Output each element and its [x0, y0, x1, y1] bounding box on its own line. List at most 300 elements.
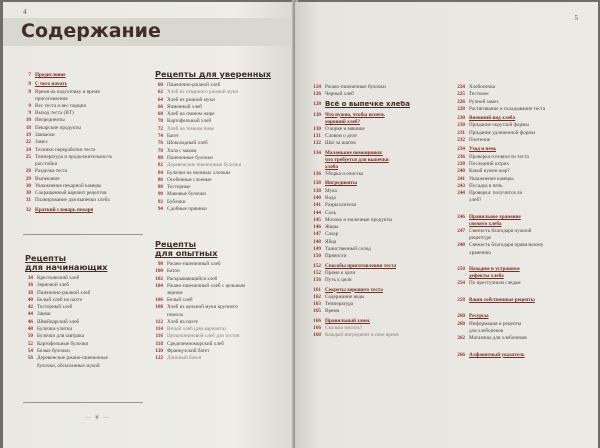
- toc-entry: [155, 82, 289, 89]
- toc-page-number: 250: [457, 265, 465, 272]
- toc-page-number: 84: [157, 169, 163, 176]
- toc-entry-title: Бублики: [167, 198, 186, 205]
- toc-page-number: 228: [457, 105, 465, 112]
- toc-entry-title: Разделка теста: [35, 168, 68, 175]
- toc-page-number: 147: [313, 231, 321, 238]
- toc-entry: [313, 332, 453, 339]
- toc-page-number: 145: [313, 216, 321, 223]
- toc-entry: [23, 183, 151, 190]
- toc-page-number: 224: [457, 84, 465, 90]
- toc-page-number: 44: [27, 311, 33, 318]
- toc-entry: [457, 146, 593, 153]
- toc-entry-title: Увлажнение пекарной камеры: [35, 182, 102, 189]
- toc-page-number: [457, 257, 469, 264]
- toc-entry: [23, 147, 151, 154]
- toc-page-number: 90: [157, 191, 163, 198]
- toc-entry: [155, 155, 289, 162]
- toc-entry-title: Придание округлой формы: [469, 122, 529, 129]
- toc-entry-title: Яйца: [325, 238, 337, 245]
- section-heading-experienced-1: Рецепты: [155, 239, 196, 249]
- toc-page-number: 152: [313, 269, 321, 276]
- toc-entry: [25, 311, 151, 318]
- toc-entry-title: приготовления: [35, 95, 68, 102]
- toc-entry-title: Тестомес: [469, 91, 490, 98]
- toc-page-number: 28: [25, 168, 31, 175]
- toc-page-number: 54: [27, 347, 33, 354]
- toc-entry-title: свежего хлеба: [469, 221, 502, 228]
- toc-entry-title: Ржано-пшеничный хлеб с цельным: [167, 282, 246, 289]
- toc-entry: [313, 133, 453, 140]
- toc-page-number: 262: [457, 335, 465, 342]
- toc-entry-title: булочки, обсыпанные мукой: [37, 362, 100, 369]
- toc-entry-title: Последний штрих: [469, 160, 510, 167]
- toc-entry-title: Картофельный хлеб: [167, 118, 212, 125]
- toc-entry-title: Уход и печь: [469, 146, 497, 153]
- toc-entry: [313, 195, 453, 202]
- toc-entry-title: Каждый ингредиент в свое время: [325, 332, 399, 339]
- toc-entry: [25, 319, 151, 326]
- toc-entry-title: Молоко и молочные продукты: [325, 216, 392, 223]
- toc-page-number: 266: [457, 351, 465, 358]
- toc-page-number: 230: [457, 122, 465, 129]
- toc-entry-title: рецептуре: [469, 235, 492, 242]
- toc-entry: [25, 363, 151, 370]
- toc-page-number: 52: [27, 340, 33, 347]
- toc-entry-title: Маленькие помощники:: [325, 149, 383, 156]
- page-title: Содержание: [21, 20, 161, 42]
- toc-entry: [155, 97, 289, 104]
- section-heading-confident: Рецепты для уверенных: [155, 69, 272, 79]
- toc-page-number: 258: [457, 296, 465, 303]
- toc-entry: [457, 342, 593, 349]
- toc-entry-title: Заквас: [37, 311, 52, 318]
- toc-page-number: 82: [157, 162, 163, 169]
- toc-entry-title: Прямо к цели: [325, 269, 356, 276]
- toc-page-number: 70: [157, 118, 163, 125]
- toc-page-number: 130: [313, 125, 321, 132]
- toc-entry: [457, 242, 593, 249]
- toc-entry: [457, 297, 593, 304]
- toc-entry-title: Ручной замес: [469, 98, 499, 105]
- toc-page-number: 226: [457, 98, 465, 105]
- toc-page-number: 232: [457, 137, 465, 144]
- toc-entry: [155, 89, 289, 96]
- toc-entry: [313, 239, 453, 246]
- toc-page-number: 60: [157, 82, 163, 88]
- toc-page-number: [313, 119, 325, 126]
- toc-page-number: 42: [27, 304, 33, 311]
- toc-entry-title: Посадка в печь: [469, 182, 503, 189]
- toc-page-number: 22: [25, 139, 31, 146]
- toc-entry-title: Техники переработки теста: [35, 146, 96, 153]
- toc-page-number: 234: [457, 146, 465, 153]
- toc-page-number: [313, 164, 325, 171]
- toc-page-number: 238: [457, 160, 465, 167]
- toc-column-basics: [23, 70, 151, 214]
- toc-entry: [23, 117, 151, 124]
- toc-entry-title: расстойки: [35, 161, 58, 168]
- toc-entry: [23, 190, 151, 197]
- toc-page-number: [457, 304, 469, 311]
- toc-entry-title: Зерновой хлеб: [37, 282, 70, 289]
- toc-entry: [457, 84, 593, 91]
- toc-entry-title: Свежесть благодаря нужной: [469, 228, 532, 235]
- toc-entry: [23, 96, 151, 103]
- toc-entry: [313, 318, 453, 325]
- toc-entry: [313, 84, 453, 91]
- toc-entry-title: Путь к цели: [325, 277, 352, 284]
- toc-entry: [457, 304, 593, 311]
- toc-entry: [457, 91, 593, 98]
- section-heading-beginners-1: Рецепты: [25, 253, 66, 263]
- toc-page-number: 131: [313, 133, 321, 140]
- toc-page-number: 148: [313, 238, 321, 245]
- toc-page-number: 74: [157, 133, 163, 140]
- toc-entry-title: Способы приготовления теста: [325, 262, 397, 269]
- toc-entry-title: Ваши собственные рецепты: [469, 296, 535, 303]
- toc-entry: [457, 161, 593, 168]
- toc-page-number: 244: [457, 190, 465, 197]
- toc-page-number: [457, 221, 469, 228]
- toc-page-number: 114: [155, 326, 163, 333]
- toc-entry-title: Пшенично-ржаной хлеб: [167, 82, 221, 88]
- toc-entry: [313, 202, 453, 209]
- toc-entry: [25, 282, 151, 289]
- toc-page-number: 100: [155, 268, 163, 275]
- toc-entry: [23, 207, 151, 214]
- toc-entry-title: Крестьянский хлеб: [37, 275, 80, 281]
- toc-entry: [457, 130, 593, 137]
- toc-page-number: 144: [313, 209, 321, 216]
- toc-page-number: 260: [457, 320, 465, 327]
- toc-entry-title: хранению: [469, 249, 491, 256]
- toc-entry-title: что требуется для выпечки: [325, 157, 389, 164]
- toc-page-number: 30: [25, 182, 31, 189]
- toc-entry: [457, 221, 593, 228]
- toc-page-number: 112: [155, 318, 163, 325]
- toc-page-number: 32: [25, 206, 31, 213]
- toc-entry: [457, 266, 593, 273]
- toc-entry-title: Шаг за шагом: [325, 140, 356, 147]
- left-page: [3, 2, 295, 448]
- toc-entry-title: Белые булочки: [37, 347, 70, 354]
- toc-entry: [313, 294, 453, 301]
- toc-entry: [155, 191, 289, 198]
- toc-page-number: 254: [457, 280, 465, 287]
- toc-entry: [25, 290, 151, 297]
- toc-page-number: 108: [155, 304, 163, 311]
- toc-page-number: 138: [313, 180, 321, 187]
- toc-page-number: 29: [25, 175, 31, 182]
- toc-page-number: [457, 342, 469, 349]
- toc-page-number: 140: [313, 194, 321, 201]
- toc-page-number: 38: [27, 289, 33, 296]
- right-page: [295, 2, 598, 448]
- toc-page-number: [23, 96, 35, 103]
- toc-entry-title: Деревенские ржано-пшеничные: [37, 355, 108, 362]
- toc-entry-title: Маковые булочки: [167, 191, 207, 198]
- toc-entry: [25, 275, 151, 282]
- toc-page-number: [313, 157, 325, 164]
- toc-page-number: 46: [27, 318, 33, 325]
- toc-entry-title: Ржано-пшеничные булочки: [325, 84, 386, 90]
- toc-page-number: 156: [313, 277, 321, 284]
- toc-page-number: 50: [27, 333, 33, 340]
- toc-entry: [155, 304, 289, 311]
- toc-page-number: 62: [157, 89, 163, 96]
- toc-entry: [155, 118, 289, 125]
- toc-page-number: 10: [25, 117, 31, 124]
- toc-page-number: 166: [313, 317, 321, 324]
- toc-page-number: 72: [157, 125, 163, 132]
- toc-entry-title: Сколько месить?: [325, 325, 363, 332]
- toc-entry-title: Раскрывающийся хлеб: [167, 275, 218, 282]
- toc-entry: [313, 150, 453, 157]
- toc-page-number: 80: [157, 154, 163, 161]
- toc-entry: [23, 125, 151, 132]
- toc-entry: [23, 161, 151, 168]
- toc-page-number: 94: [157, 206, 163, 213]
- toc-entry: [155, 297, 289, 304]
- toc-entry-title: Сахар: [325, 231, 339, 238]
- toc-entry-title: Секреты хорошего теста: [325, 286, 383, 293]
- toc-page-number: 68: [157, 111, 163, 118]
- toc-entry: [313, 287, 453, 294]
- toc-entry: [155, 348, 289, 355]
- toc-page-number: 243: [457, 182, 465, 189]
- toc-page-number: [457, 204, 469, 211]
- toc-entry: [155, 162, 289, 169]
- toc-entry: [155, 319, 289, 326]
- toc-entry: [155, 326, 289, 333]
- toc-entry: [155, 148, 289, 155]
- toc-entry: [457, 257, 593, 264]
- toc-entry-title: дефекты хлеба: [469, 273, 504, 280]
- toc-entry-title: Увлажнение камеры: [469, 175, 514, 182]
- toc-entry-title: Булочки-улитки: [37, 326, 73, 333]
- toc-page-number: 246: [457, 213, 465, 220]
- toc-entry: [155, 184, 289, 191]
- toc-entry-title: Ветый хлеб (два варианта): [167, 326, 226, 333]
- toc-entry-title: Правильный замес: [325, 317, 371, 324]
- toc-entry: [313, 119, 453, 126]
- toc-entry-title: Хлеб из цельной муки крупного: [167, 304, 239, 311]
- toc-page-number: 166: [313, 325, 321, 332]
- toc-entry-title: Проверка готовности теста: [469, 153, 529, 160]
- toc-entry-title: Ячменный хлеб: [167, 103, 202, 110]
- toc-entry-title: Предисловие: [35, 72, 66, 78]
- toc-page-number: 78: [157, 147, 163, 154]
- toc-page-number: 116: [155, 333, 163, 340]
- toc-entry-title: Хлеб из отварного ржаной муки: [167, 89, 239, 96]
- toc-entry-title: помола: [167, 311, 183, 318]
- toc-entry: [25, 326, 151, 333]
- toc-page-number: 48: [27, 326, 33, 333]
- toc-page-number: 18: [25, 124, 31, 131]
- toc-entry-title: Мука: [325, 187, 337, 194]
- toc-column-all-about-baking: [313, 84, 453, 340]
- toc-entry-title: Ингредиенты: [35, 117, 65, 124]
- toc-entry: [25, 355, 151, 362]
- toc-entry-title: Закваски: [35, 132, 55, 139]
- toc-entry-title: Шоколадный хлеб: [167, 140, 208, 147]
- toc-entry: [313, 188, 453, 195]
- toc-entry-title: Хлеб на пахте: [167, 318, 199, 325]
- toc-page-number: 149: [313, 246, 321, 253]
- toc-entry: [23, 176, 151, 183]
- toc-entry: [313, 164, 453, 171]
- toc-page-number: 128: [313, 100, 321, 107]
- toc-entry: [457, 313, 593, 320]
- toc-entry: [155, 283, 289, 290]
- toc-entry-title: Хлеб на темном пиве: [167, 125, 214, 132]
- toc-page-number: 225: [457, 91, 465, 98]
- toc-entry: [457, 335, 593, 342]
- toc-entry: [313, 224, 453, 231]
- toc-entry-title: Температура: [325, 301, 354, 308]
- toc-entry: [23, 168, 151, 175]
- toc-entry-title: Цельнозерновой хлеб для тостов: [167, 333, 240, 340]
- toc-page-number: 34: [27, 275, 33, 281]
- toc-entry: [155, 140, 289, 147]
- toc-entry: [313, 308, 453, 315]
- toc-entry-title: хлеб?: [469, 197, 482, 204]
- toc-page-number: 8: [28, 88, 31, 95]
- section-confident: [155, 70, 289, 213]
- toc-entry-title: Пшеничные булочки: [167, 154, 213, 161]
- toc-entry-title: Краткий словарь пекаря: [35, 206, 94, 213]
- toc-entry-title: Деревенские пшеничные булочки: [167, 162, 242, 169]
- toc-entry-title: Сдобные пряники: [167, 206, 207, 213]
- toc-page-number: 260: [457, 313, 465, 320]
- toc-entry: [155, 341, 289, 348]
- toc-entry: [457, 190, 593, 197]
- toc-page-number: 25: [25, 153, 31, 160]
- toc-entry: [313, 231, 453, 238]
- toc-entry: [25, 297, 151, 304]
- toc-entry-title: Хала с маком: [167, 147, 197, 154]
- toc-entry-title: Время: [325, 308, 340, 315]
- toc-entry: [155, 104, 289, 111]
- toc-entry: [155, 268, 289, 275]
- toc-page-number: 30: [25, 190, 31, 197]
- toc-entry: [23, 132, 151, 139]
- toc-entry-title: Какой нужен жар?: [469, 168, 510, 175]
- toc-entry: [23, 103, 151, 110]
- toc-page-number: 230: [457, 115, 465, 122]
- toc-page-number: 132: [313, 140, 321, 147]
- toc-page-number: 118: [155, 340, 163, 347]
- toc-entry: [457, 137, 593, 144]
- toc-entry-title: Тостерные: [167, 184, 191, 191]
- toc-entry-title: Планирование для выпечки хлеба: [35, 197, 110, 204]
- toc-page-number: 9: [28, 102, 31, 109]
- toc-page-number: 136: [313, 171, 321, 178]
- toc-entry-title: Вода: [325, 194, 336, 201]
- toc-entry: [457, 122, 593, 129]
- toc-entry: [313, 180, 453, 187]
- toc-entry-title: Находим и устраняем: [469, 265, 520, 272]
- toc-page-number: [457, 197, 469, 204]
- toc-entry-title: Выпекание: [35, 175, 60, 182]
- toc-entry: [155, 333, 289, 340]
- divider: [23, 234, 143, 235]
- toc-entry-title: По преступным следам: [469, 280, 521, 287]
- toc-entry-title: хороший хлеб?: [325, 118, 361, 125]
- toc-entry-title: Выход теста (ВТ): [35, 110, 74, 117]
- toc-page-number: 120: [155, 347, 163, 354]
- toc-entry: [23, 197, 151, 204]
- toc-entry: [25, 304, 151, 311]
- toc-entry-title: Магазины для хлебопеков: [469, 335, 527, 342]
- toc-page-number: 31: [25, 197, 31, 204]
- toc-entry: [457, 214, 593, 221]
- toc-entry-title: Тостерный хлеб: [37, 304, 73, 311]
- toc-entry: [155, 170, 289, 177]
- toc-page-number: 130: [313, 111, 321, 118]
- toc-entry-title: Сокращенный вариант рецептов: [35, 190, 107, 197]
- toc-entry: [457, 328, 593, 335]
- toc-page-number: [457, 235, 469, 242]
- toc-entry: [313, 263, 453, 270]
- toc-entry-title: Ресурсы: [469, 313, 489, 320]
- toc-entry: [313, 112, 453, 119]
- toc-entry-title: Швейцарский хлеб: [37, 318, 80, 325]
- toc-page-number: 106: [155, 297, 163, 304]
- toc-page-number: 66: [157, 103, 163, 110]
- toc-entry-title: Картофельные булочки: [37, 340, 89, 347]
- toc-entry: [457, 183, 593, 190]
- toc-page-number: 241: [457, 175, 465, 182]
- toc-entry-title: Содержание воды: [325, 293, 365, 300]
- toc-page-number: 92: [157, 198, 163, 205]
- toc-entry: [23, 110, 151, 117]
- toc-entry-title: Соль: [325, 209, 336, 216]
- toc-page-number: 247: [457, 228, 465, 235]
- toc-entry: [25, 341, 151, 348]
- toc-page-number: 102: [155, 275, 163, 282]
- toc-page-number: [25, 363, 37, 370]
- toc-entry-title: Уборка и очистка: [325, 171, 364, 178]
- toc-entry: [313, 140, 453, 147]
- toc-entry: [23, 154, 151, 161]
- toc-entry: [457, 99, 593, 106]
- section-experienced: [155, 240, 289, 363]
- toc-entry: [313, 217, 453, 224]
- section-heading-beginners-2: для начинающих: [25, 262, 108, 272]
- toc-entry: [457, 204, 593, 211]
- toc-entry-title: Хлебопечка: [469, 84, 496, 90]
- toc-entry-title: Пряности: [325, 253, 347, 260]
- toc-entry-title: Что нужно, чтобы испечь: [325, 111, 385, 118]
- toc-entry-title: Хлеб из ржаной муки: [167, 96, 215, 103]
- toc-page-number: 9: [28, 110, 31, 117]
- toc-entry: [313, 253, 453, 260]
- toc-page-number: 231: [457, 129, 465, 136]
- toc-entry: [457, 273, 593, 280]
- toc-entry: [155, 199, 289, 206]
- toc-entry-title: Замес: [35, 139, 48, 146]
- toc-page-number: [155, 290, 167, 297]
- toc-entry-title: Придание удлиненной формы: [469, 129, 536, 136]
- toc-entry: [457, 235, 593, 242]
- toc-entry: [313, 171, 453, 178]
- toc-entry-title: Свежесть благодаря правильному: [469, 242, 544, 249]
- toc-entry: [313, 301, 453, 308]
- toc-entry-title: Плетение: [469, 137, 491, 144]
- toc-entry-title: Информация и рецепты: [469, 320, 522, 327]
- toc-entry: [313, 325, 453, 332]
